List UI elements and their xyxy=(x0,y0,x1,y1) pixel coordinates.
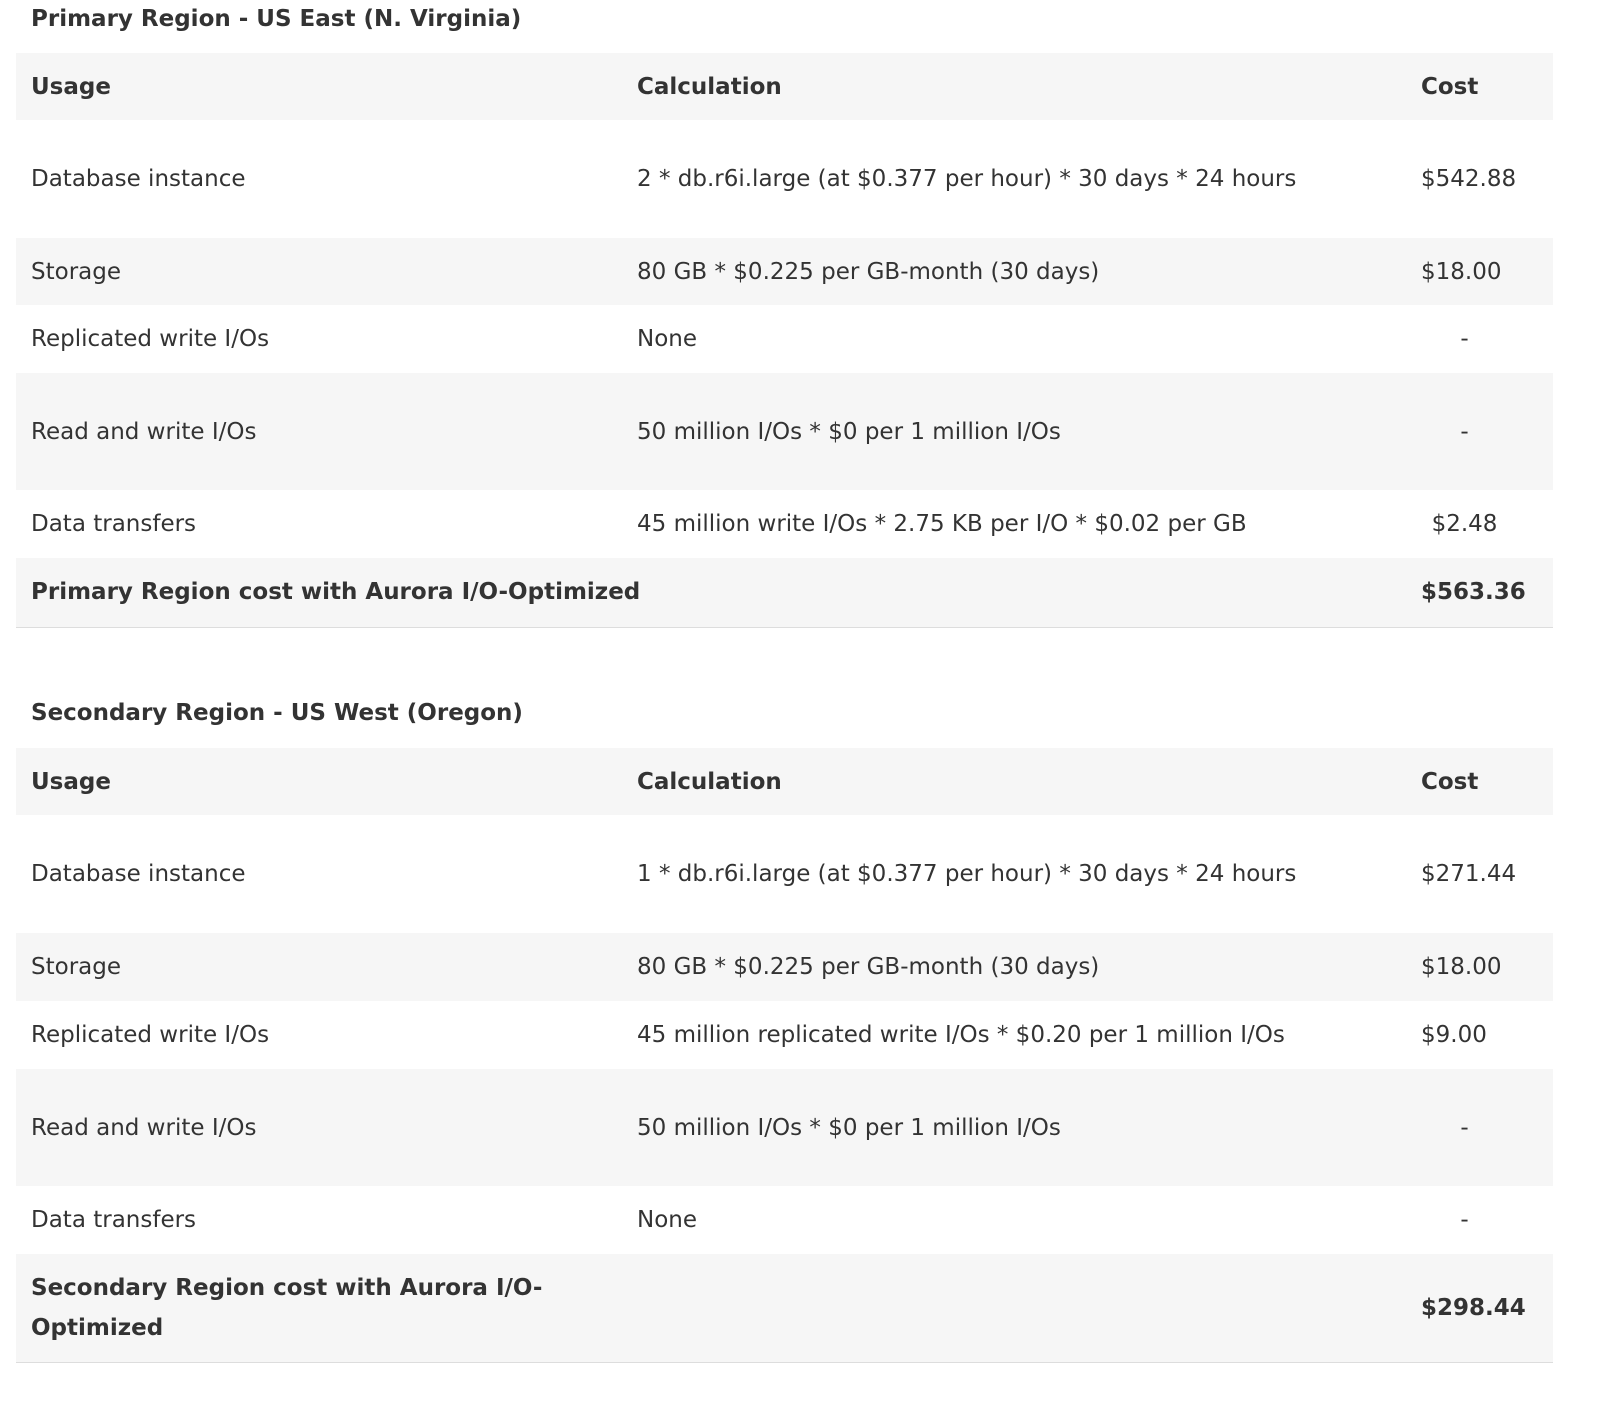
calculation-cell: 45 million replicated write I/Os * $0.20 per 1 million I/Os xyxy=(637,1022,1285,1048)
usage-cell: Replicated write I/Os xyxy=(31,326,270,352)
table-row xyxy=(16,815,1553,933)
table-row xyxy=(16,1069,1553,1186)
calculation-cell: None xyxy=(637,326,698,352)
calculation-cell: 1 * db.r6i.large (at $0.377 per hour) * 30 days * 24 hours xyxy=(637,861,1297,887)
table-header-row xyxy=(16,53,1553,120)
calculation-cell: None xyxy=(637,1207,698,1233)
total-label: Primary Region cost with Aurora I/O-Optimized xyxy=(16,558,1406,627)
table-row xyxy=(16,373,1553,490)
usage-cell: Read and write I/Os xyxy=(31,1114,257,1141)
empty-cell xyxy=(622,1254,1406,1362)
header-cost: Cost xyxy=(1421,73,1479,100)
header-cost: Cost xyxy=(1421,768,1479,795)
total-row xyxy=(16,1254,1553,1362)
usage-cell: Data transfers xyxy=(31,511,197,537)
header-usage: Usage xyxy=(31,768,111,795)
calculation-cell: 50 million I/Os * $0 per 1 million I/Os xyxy=(637,1114,1061,1141)
header-usage: Usage xyxy=(31,73,111,100)
table-header-row xyxy=(16,748,1553,815)
calculation-cell: 50 million I/Os * $0 per 1 million I/Os xyxy=(637,418,1061,445)
secondary-cost-table xyxy=(16,748,1553,1363)
table-row xyxy=(16,1001,1553,1069)
cost-cell: - xyxy=(1460,418,1469,445)
table-row xyxy=(16,120,1553,238)
usage-cell: Database instance xyxy=(31,861,246,887)
total-cost: $563.36 xyxy=(1406,558,1553,627)
primary-region-title: Primary Region - US East (N. Virginia) xyxy=(31,6,522,32)
secondary-region-title: Secondary Region - US West (Oregon) xyxy=(31,700,523,726)
cost-cell: $542.88 xyxy=(1421,166,1517,192)
usage-cell: Read and write I/Os xyxy=(31,418,257,445)
table-row xyxy=(16,933,1553,1001)
header-calculation: Calculation xyxy=(637,73,782,100)
table-row xyxy=(16,305,1553,373)
header-calculation: Calculation xyxy=(637,768,782,795)
table-row xyxy=(16,238,1553,305)
usage-cell: Storage xyxy=(31,954,121,980)
table-row xyxy=(16,1186,1553,1254)
calculation-cell: 80 GB * $0.225 per GB-month (30 days) xyxy=(637,258,1100,285)
calculation-cell: 2 * db.r6i.large (at $0.377 per hour) * 30 days * 24 hours xyxy=(637,166,1297,192)
cost-cell: $2.48 xyxy=(1431,511,1498,537)
cost-cell: $271.44 xyxy=(1421,861,1517,887)
calculation-cell: 80 GB * $0.225 per GB-month (30 days) xyxy=(637,954,1100,980)
total-row xyxy=(16,558,1553,627)
cost-cell: - xyxy=(1460,1114,1469,1141)
total-label: Secondary Region cost with Aurora I/O-Optimized xyxy=(16,1254,622,1362)
cost-cell: $9.00 xyxy=(1421,1022,1487,1048)
cost-cell: - xyxy=(1460,326,1469,352)
usage-cell: Data transfers xyxy=(31,1207,197,1233)
usage-cell: Replicated write I/Os xyxy=(31,1022,270,1048)
cost-cell: $18.00 xyxy=(1421,954,1502,980)
usage-cell: Database instance xyxy=(31,166,246,192)
total-cost: $298.44 xyxy=(1406,1254,1553,1362)
table-row xyxy=(16,490,1553,558)
cost-cell: - xyxy=(1460,1207,1469,1233)
cost-cell: $18.00 xyxy=(1421,258,1502,285)
usage-cell: Storage xyxy=(31,258,121,285)
calculation-cell: 45 million write I/Os * 2.75 KB per I/O * $0.02 per GB xyxy=(637,511,1247,537)
primary-cost-table xyxy=(16,53,1553,628)
